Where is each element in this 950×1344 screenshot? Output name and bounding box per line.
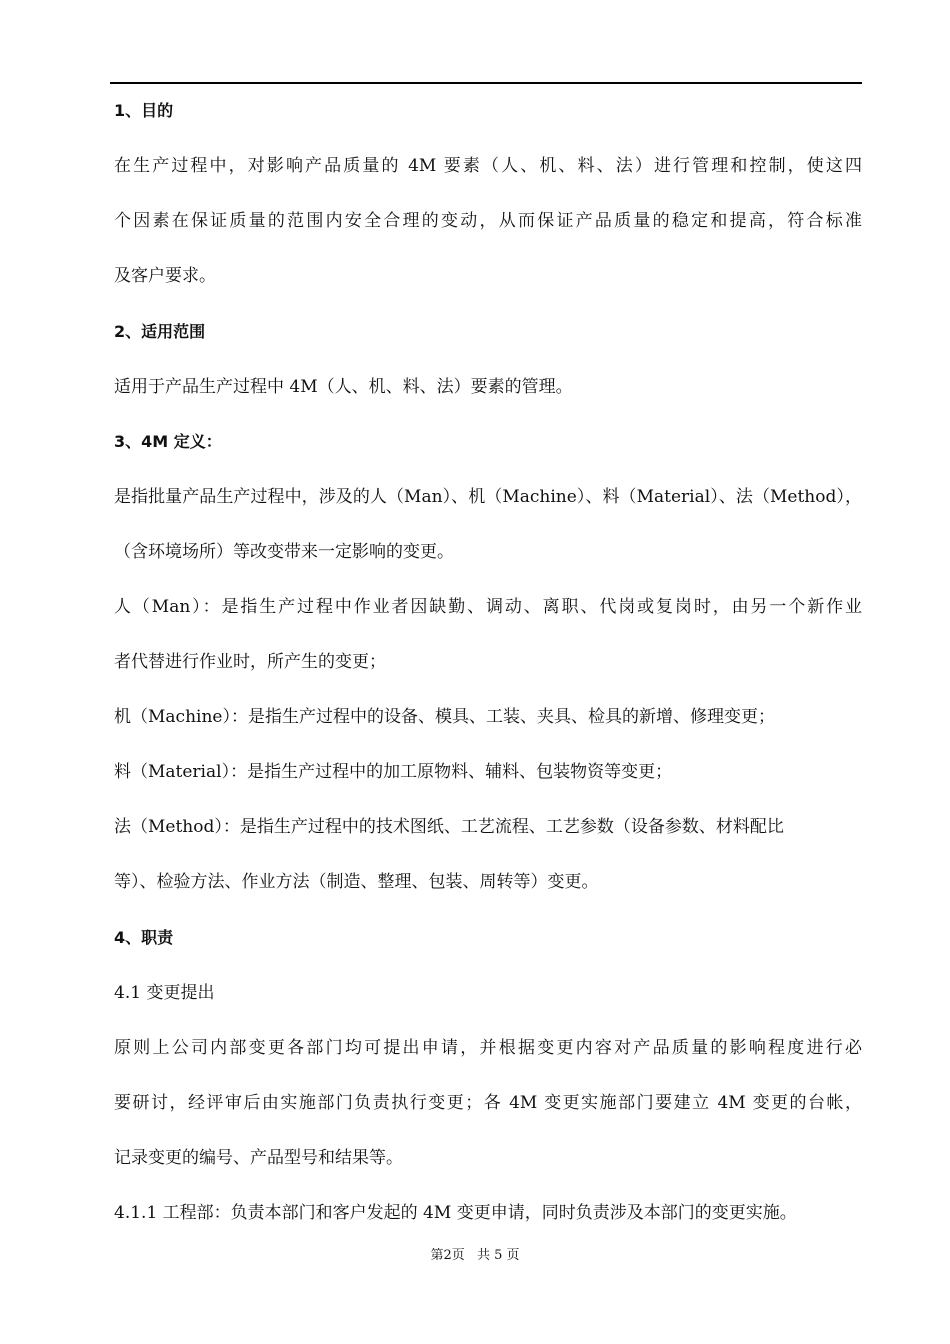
paragraph-line: 是指批量产品生产过程中，涉及的人（Man）、机（Machine）、料（Material）、法（Method）， [114,487,862,507]
paragraph-line: 在生产过程中，对影响产品质量的 4M 要素（人、机、料、法）进行管理和控制，使这四 [114,156,862,176]
paragraph-line: 适用于产品生产过程中 4M（人、机、料、法）要素的管理。 [114,377,573,397]
paragraph-line: 机（Machine）：是指生产过程中的设备、模具、工装、夹具、检具的新增、修理变更； [114,707,775,727]
paragraph-line: 要研讨，经评审后由实施部门负责执行变更；各 4M 变更实施部门要建立 4M 变更的台帐， [114,1093,862,1113]
heading-purpose: 1、目的 [114,101,174,120]
heading-scope: 2、适用范围 [114,322,206,341]
paragraph-line: 原则上公司内部变更各部门均可提出申请，并根据变更内容对产品质量的影响程度进行必 [114,1038,862,1058]
page-footer [0,1244,950,1263]
paragraph-line: 及客户要求。 [114,266,216,286]
paragraph-line: （含环境场所）等改变带来一定影响的变更。 [114,542,454,562]
paragraph-line: 4.1.1 工程部：负责本部门和客户发起的 4M 变更申请，同时负责涉及本部门的变更实施。 [114,1203,797,1223]
paragraph-line: 人（Man）：是指生产过程中作业者因缺勤、调动、离职、代岗或复岗时，由另一个新作业 [114,597,862,617]
paragraph-line: 等）、检验方法、作业方法（制造、整理、包装、周转等）变更。 [114,872,599,892]
page-number: 第2页 [430,1248,465,1263]
paragraph-line: 记录变更的编号、产品型号和结果等。 [114,1148,403,1168]
heading-definition: 3、4M 定义： [114,432,222,451]
page-total: 共 5 页 [476,1248,520,1263]
paragraph-line: 法（Method）：是指生产过程中的技术图纸、工艺流程、工艺参数（设备参数、材料配比 [114,817,784,837]
paragraph-line: 料（Material）：是指生产过程中的加工原物料、辅料、包装物资等变更； [114,762,673,782]
subheading-change-request: 4.1 变更提出 [114,983,215,1003]
header-rule [110,82,862,84]
heading-duty: 4、职责 [114,928,174,947]
paragraph-line: 者代替进行作业时，所产生的变更； [114,652,386,672]
paragraph-line: 个因素在保证质量的范围内安全合理的变动，从而保证产品质量的稳定和提高，符合标准 [114,211,862,231]
